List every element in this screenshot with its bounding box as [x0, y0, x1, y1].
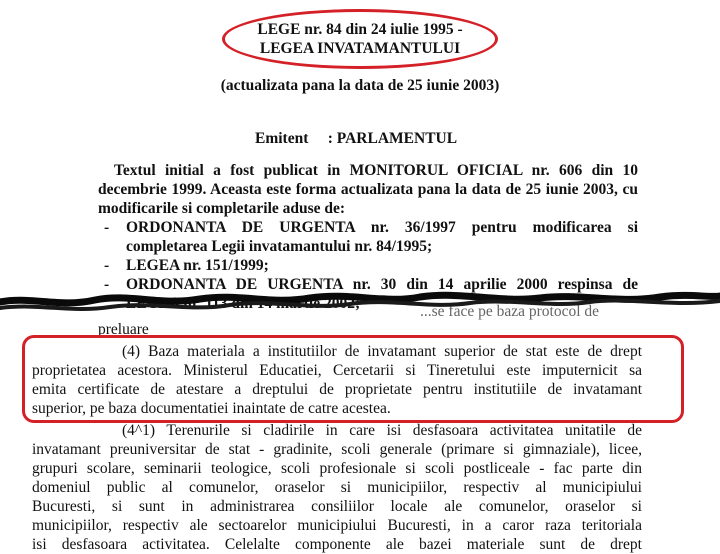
amendment-2-line1: LEGEA nr. 151/1999;: [126, 257, 269, 274]
list-bullet: -: [104, 219, 110, 236]
para41-line6: municipiilor, respectiv ale sectoarelor municipiului Bucuresti, in a caror raza teritoriala: [32, 517, 642, 534]
paragraph4-highlight-box: [22, 335, 684, 423]
title-highlight-ellipse: [222, 9, 498, 69]
intro-line-2: decembrie 1999. Aceasta este forma actualizata pana la data de 25 iunie 2003, cu: [98, 181, 638, 198]
list-bullet: -: [104, 257, 110, 274]
para41-line1: (4^1) Terenurile si cladirile in care isi desfasoara activitatea unitatile de: [122, 422, 642, 439]
amendment-3-line1: ORDONANTA DE URGENTA nr. 30 din 14 aprilie 2000 respinsa de: [126, 276, 638, 293]
para4-line3: emita certificate de atestare a dreptului de proprietate pentru institutiile de invatamant: [32, 381, 642, 398]
torn-fragment-text: ...se face pe baza protocol de: [420, 303, 600, 320]
para4-line2: proprietatea acestora. Ministerul Educatiei, Cercetarii si Tineretului este imputernicit sa: [32, 362, 642, 379]
para41-line4: domeniul public al comunelor, oraselor si municipiilor, respectiv al municipiului: [32, 479, 642, 496]
para4-line1: (4) Baza materiala a institutiilor de invatamant superior de stat este de drept: [122, 343, 642, 360]
update-date-note: (actualizata pana la data de 25 iunie 2003): [220, 77, 500, 94]
amendment-3-line2: LEGEA nr. 113 din 14 martie 2002;: [126, 295, 361, 312]
intro-line-1: Textul initial a fost publicat in MONITORUL OFICIAL nr. 606 din 10: [114, 162, 638, 179]
law-title-line1: LEGE nr. 84 din 24 iulie 1995 -: [257, 21, 463, 38]
list-bullet: -: [104, 276, 110, 293]
amendment-1-line1: ORDONANTA DE URGENTA nr. 36/1997 pentru modificarea si: [126, 219, 638, 236]
intro-line-3: modificarile si completarile aduse de:: [98, 200, 346, 217]
para4-line4: superior, pe baza documentatiei inaintate de catre acestea.: [32, 400, 391, 417]
fragment-preluare: preluare: [98, 321, 149, 338]
torn-edge-stroke: [0, 286, 720, 320]
para41-line7: isi desfasoara activitatea. Celelalte componente ale bazei materiale sunt de drept: [32, 536, 642, 553]
amendment-1-line2: completarea Legii invatamantului nr. 84/1995;: [126, 238, 433, 255]
para41-line5: Bucuresti, si sunt in administrarea consiliilor locale ale comunelor, oraselor si: [32, 498, 642, 515]
issuer-label: Emitent : PARLAMENTUL: [255, 130, 458, 147]
law-title-line2: LEGEA INVATAMANTULUI: [259, 40, 461, 57]
para41-line3: grupuri scolare, seminarii teologice, scoli profesionale si scoli postliceale - fac parte din: [32, 460, 642, 477]
para41-line2: invatamant preuniversitar de stat - gradinite, scoli generale (primare si gimnaziale), licee,: [32, 441, 642, 458]
